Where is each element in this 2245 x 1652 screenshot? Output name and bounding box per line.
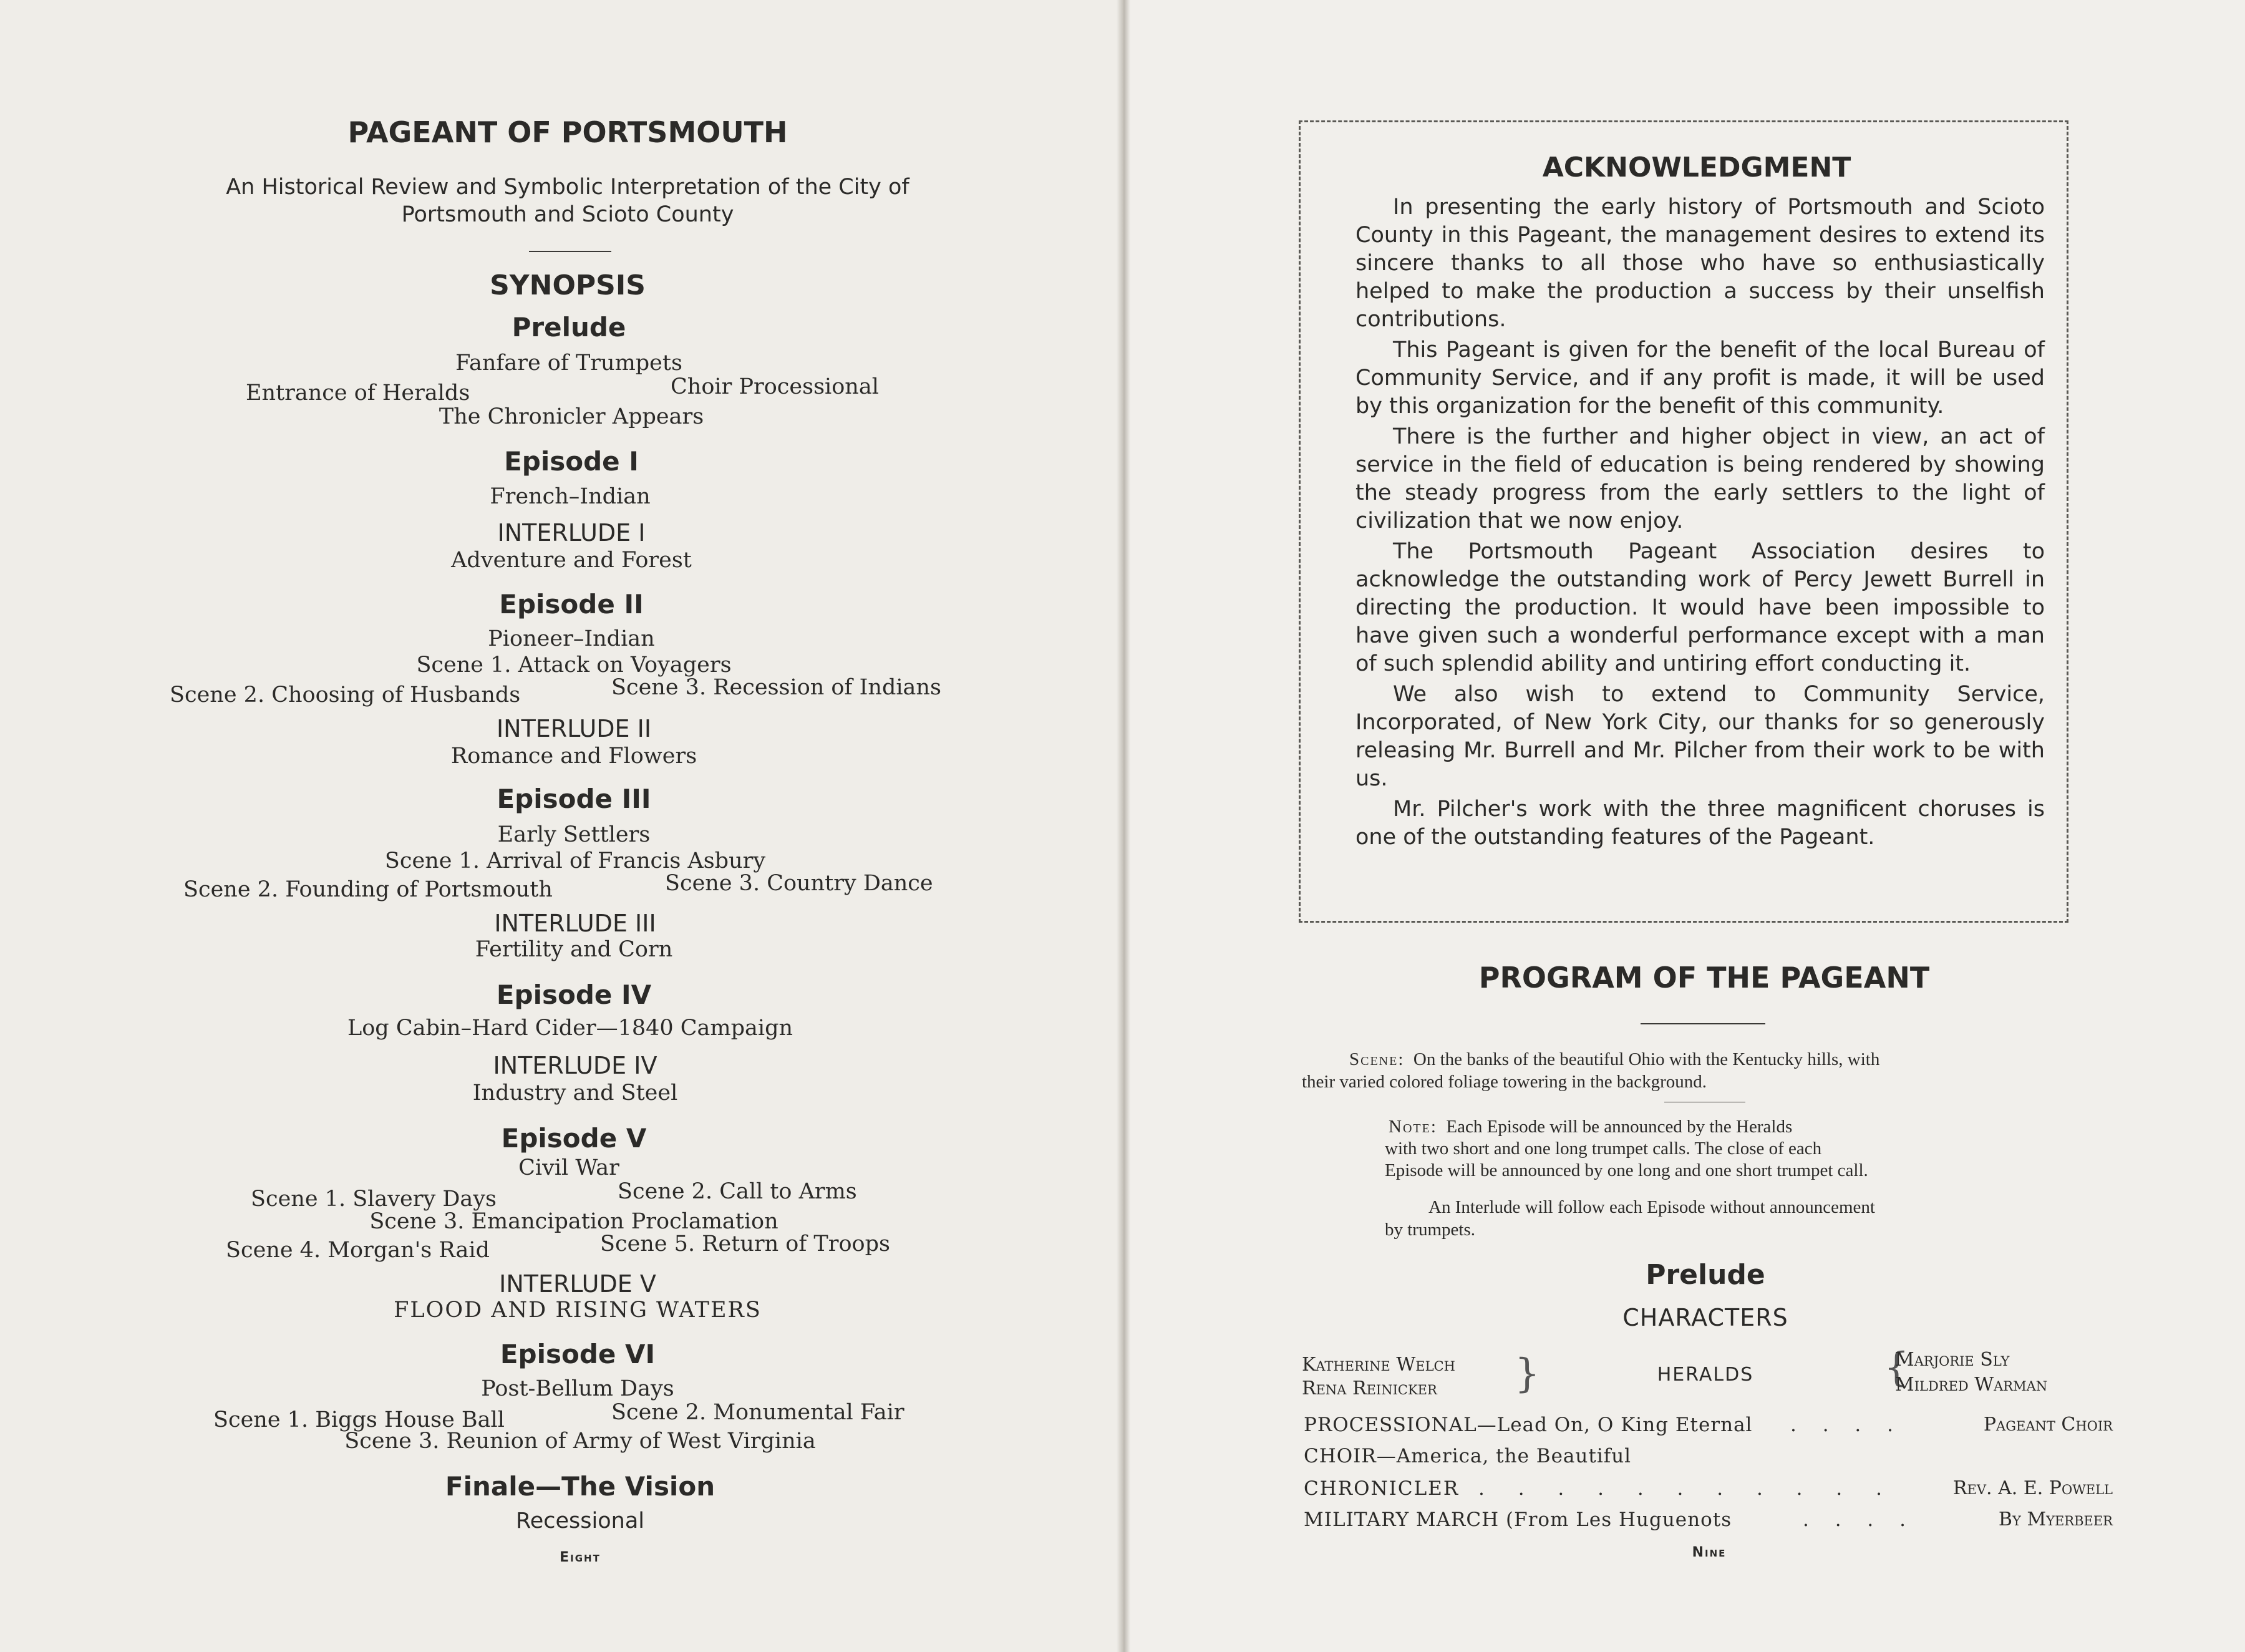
episode1-heading: Episode I bbox=[504, 446, 639, 477]
episode5-scene5: Scene 5. Return of Troops bbox=[600, 1232, 890, 1256]
chronicler-performer: Rev. A. E. Powell bbox=[1952, 1477, 2113, 1499]
acknowledgment-body bbox=[1355, 193, 2045, 854]
episode6-scene2: Scene 2. Monumental Fair bbox=[611, 1400, 904, 1425]
military-march-dots: . . . . bbox=[1803, 1509, 1916, 1531]
note-text: Each Episode will be announced by the Heralds bbox=[1446, 1117, 1793, 1137]
episode1-subtitle: French–Indian bbox=[490, 484, 651, 509]
episode3-scene2: Scene 2. Founding of Portsmouth bbox=[183, 877, 553, 902]
episode5-subtitle: Civil War bbox=[518, 1155, 619, 1180]
interlude-note-line2: by trumpets. bbox=[1385, 1220, 1475, 1240]
synopsis-heading: SYNOPSIS bbox=[490, 270, 646, 301]
subtitle-line2: Portsmouth and Scioto County bbox=[401, 202, 734, 227]
acknowledgment-title: ACKNOWLEDGMENT bbox=[1542, 152, 1851, 183]
heralds-label: HERALDS bbox=[1657, 1364, 1754, 1386]
note-label: Note: bbox=[1389, 1117, 1437, 1137]
prelude-entrance: Entrance of Heralds bbox=[246, 381, 470, 406]
episode2-scene3: Scene 3. Recession of Indians bbox=[611, 675, 941, 700]
interlude1: INTERLUDE I bbox=[497, 519, 646, 547]
interlude4: INTERLUDE IV bbox=[493, 1052, 657, 1079]
episode3-scene1: Scene 1. Arrival of Francis Asbury bbox=[384, 848, 766, 873]
ack-paragraph: In presenting the early history of Portsmouth and Scioto County in this Pageant, the management desires to extend its sincere thanks to all those who have so enthusiastically helped to make the production a success by their unselfish contributions. bbox=[1355, 195, 2045, 332]
recessional: Recessional bbox=[515, 1509, 645, 1533]
page-gutter bbox=[1117, 0, 1130, 1652]
interlude2-subtitle: Romance and Flowers bbox=[450, 744, 697, 769]
episode2-heading: Episode II bbox=[499, 589, 644, 620]
processional-performer: Pageant Choir bbox=[1983, 1414, 2113, 1436]
ack-paragraph: There is the further and higher object in view, an act of service in the field of education is being rendered by showing the steady progress from the early settlers to the light of civilization that we now enjoy. bbox=[1355, 424, 2045, 533]
episode2-scene1: Scene 1. Attack on Voyagers bbox=[416, 653, 732, 678]
choir-line: CHOIR—America, the Beautiful bbox=[1304, 1445, 1632, 1467]
episode3-subtitle: Early Settlers bbox=[497, 822, 651, 847]
program-divider bbox=[1641, 1023, 1765, 1024]
prelude-fanfare: Fanfare of Trumpets bbox=[455, 351, 682, 376]
scene-text: On the banks of the beautiful Ohio with the Kentucky hills, with bbox=[1413, 1049, 1880, 1069]
processional-line: PROCESSIONAL—Lead On, O King Eternal bbox=[1304, 1414, 1753, 1436]
interlude4-subtitle: Industry and Steel bbox=[472, 1081, 678, 1105]
chronicler-line: CHRONICLER bbox=[1304, 1477, 1460, 1500]
ack-paragraph: Mr. Pilcher's work with the three magnificent choruses is one of the outstanding features of the Pageant. bbox=[1355, 797, 2045, 850]
scene-line1 bbox=[1349, 1048, 1879, 1071]
episode6-subtitle: Post-Bellum Days bbox=[481, 1376, 674, 1401]
military-march-composer: By Myerbeer bbox=[1998, 1509, 2113, 1530]
prelude-choir: Choir Processional bbox=[671, 374, 879, 399]
program-title: PROGRAM OF THE PAGEANT bbox=[1478, 961, 1930, 994]
note-line2: with two short and one long trumpet calls. The close of each bbox=[1385, 1139, 1822, 1159]
subtitle-line1: An Historical Review and Symbolic Interpretation of the City of bbox=[226, 175, 909, 200]
note-line1 bbox=[1389, 1115, 1792, 1138]
scene-label: Scene: bbox=[1349, 1049, 1405, 1069]
scene-line2: their varied colored foliage towering in the background. bbox=[1302, 1072, 1707, 1092]
episode5-scene4: Scene 4. Morgan's Raid bbox=[226, 1238, 490, 1263]
interlude2: INTERLUDE II bbox=[496, 715, 652, 742]
ack-paragraph: This Pageant is given for the benefit of the local Bureau of Community Service, and if any profit is made, it will be used by this organization for the benefit of this community. bbox=[1355, 338, 2045, 419]
episode5-scene1: Scene 1. Slavery Days bbox=[251, 1187, 497, 1212]
herald-katherine-welch: Katherine Welch bbox=[1302, 1354, 1455, 1376]
episode5-heading: Episode V bbox=[501, 1123, 647, 1154]
left-brace-icon: } bbox=[1515, 1351, 1540, 1397]
processional-dots: . . . . bbox=[1790, 1414, 1903, 1436]
herald-mildred-warman: Mildred Warman bbox=[1895, 1374, 2048, 1396]
episode4-subtitle: Log Cabin–Hard Cider—1840 Campaign bbox=[347, 1016, 793, 1041]
episode5-scene3: Scene 3. Emancipation Proclamation bbox=[369, 1209, 778, 1234]
episode6-scene1: Scene 1. Biggs House Ball bbox=[213, 1407, 505, 1432]
prelude-chronicler: The Chronicler Appears bbox=[439, 404, 704, 429]
herald-marjorie-sly: Marjorie Sly bbox=[1895, 1349, 2010, 1371]
interlude3: INTERLUDE III bbox=[494, 910, 656, 937]
episode6-heading: Episode VI bbox=[500, 1339, 656, 1369]
chronicler-dots: . . . . . . . . . . . bbox=[1478, 1477, 1896, 1500]
title-divider bbox=[529, 251, 611, 252]
episode2-subtitle: Pioneer–Indian bbox=[488, 626, 655, 651]
interlude1-subtitle: Adventure and Forest bbox=[451, 548, 692, 573]
episode4-heading: Episode IV bbox=[496, 979, 652, 1010]
program-prelude-heading: Prelude bbox=[1646, 1259, 1765, 1291]
note-line3: Episode will be announced by one long and one short trumpet call. bbox=[1385, 1160, 1868, 1180]
page-number-nine: Nine bbox=[1692, 1545, 1727, 1560]
interlude3-subtitle: Fertility and Corn bbox=[475, 937, 673, 962]
characters-heading: CHARACTERS bbox=[1622, 1304, 1788, 1331]
page-number-eight: Eight bbox=[560, 1550, 601, 1565]
episode3-scene3: Scene 3. Country Dance bbox=[665, 871, 933, 896]
episode2-scene2: Scene 2. Choosing of Husbands bbox=[170, 683, 521, 707]
ack-paragraph: The Portsmouth Pageant Association desires to acknowledge the outstanding work of Percy Jewett Burrell in directing the production. It would have been impossible to have given such a wonderful performance except with a man of such splendid ability and untiring effort conducting it. bbox=[1355, 539, 2045, 676]
herald-rena-reinicker: Rena Reinicker bbox=[1302, 1377, 1437, 1399]
episode3-heading: Episode III bbox=[497, 784, 651, 814]
prelude-heading: Prelude bbox=[512, 312, 626, 343]
episode6-scene3: Scene 3. Reunion of Army of West Virginia bbox=[344, 1429, 816, 1454]
ack-paragraph: We also wish to extend to Community Service, Incorporated, of New York City, our thanks for so generously releasing Mr. Burrell and Mr. Pilcher from their work to be with us. bbox=[1355, 682, 2045, 791]
episode5-scene2: Scene 2. Call to Arms bbox=[618, 1179, 857, 1204]
finale-heading: Finale—The Vision bbox=[445, 1471, 715, 1502]
right-brace-icon: { bbox=[1884, 1344, 1909, 1391]
interlude5-subtitle: FLOOD AND RISING WATERS bbox=[394, 1298, 762, 1323]
military-march-line: MILITARY MARCH (From Les Huguenots bbox=[1304, 1509, 1732, 1531]
interlude-note-line1: An Interlude will follow each Episode without announcement bbox=[1428, 1197, 1875, 1217]
page-title: PAGEANT OF PORTSMOUTH bbox=[347, 115, 788, 149]
interlude5: INTERLUDE V bbox=[499, 1270, 656, 1298]
